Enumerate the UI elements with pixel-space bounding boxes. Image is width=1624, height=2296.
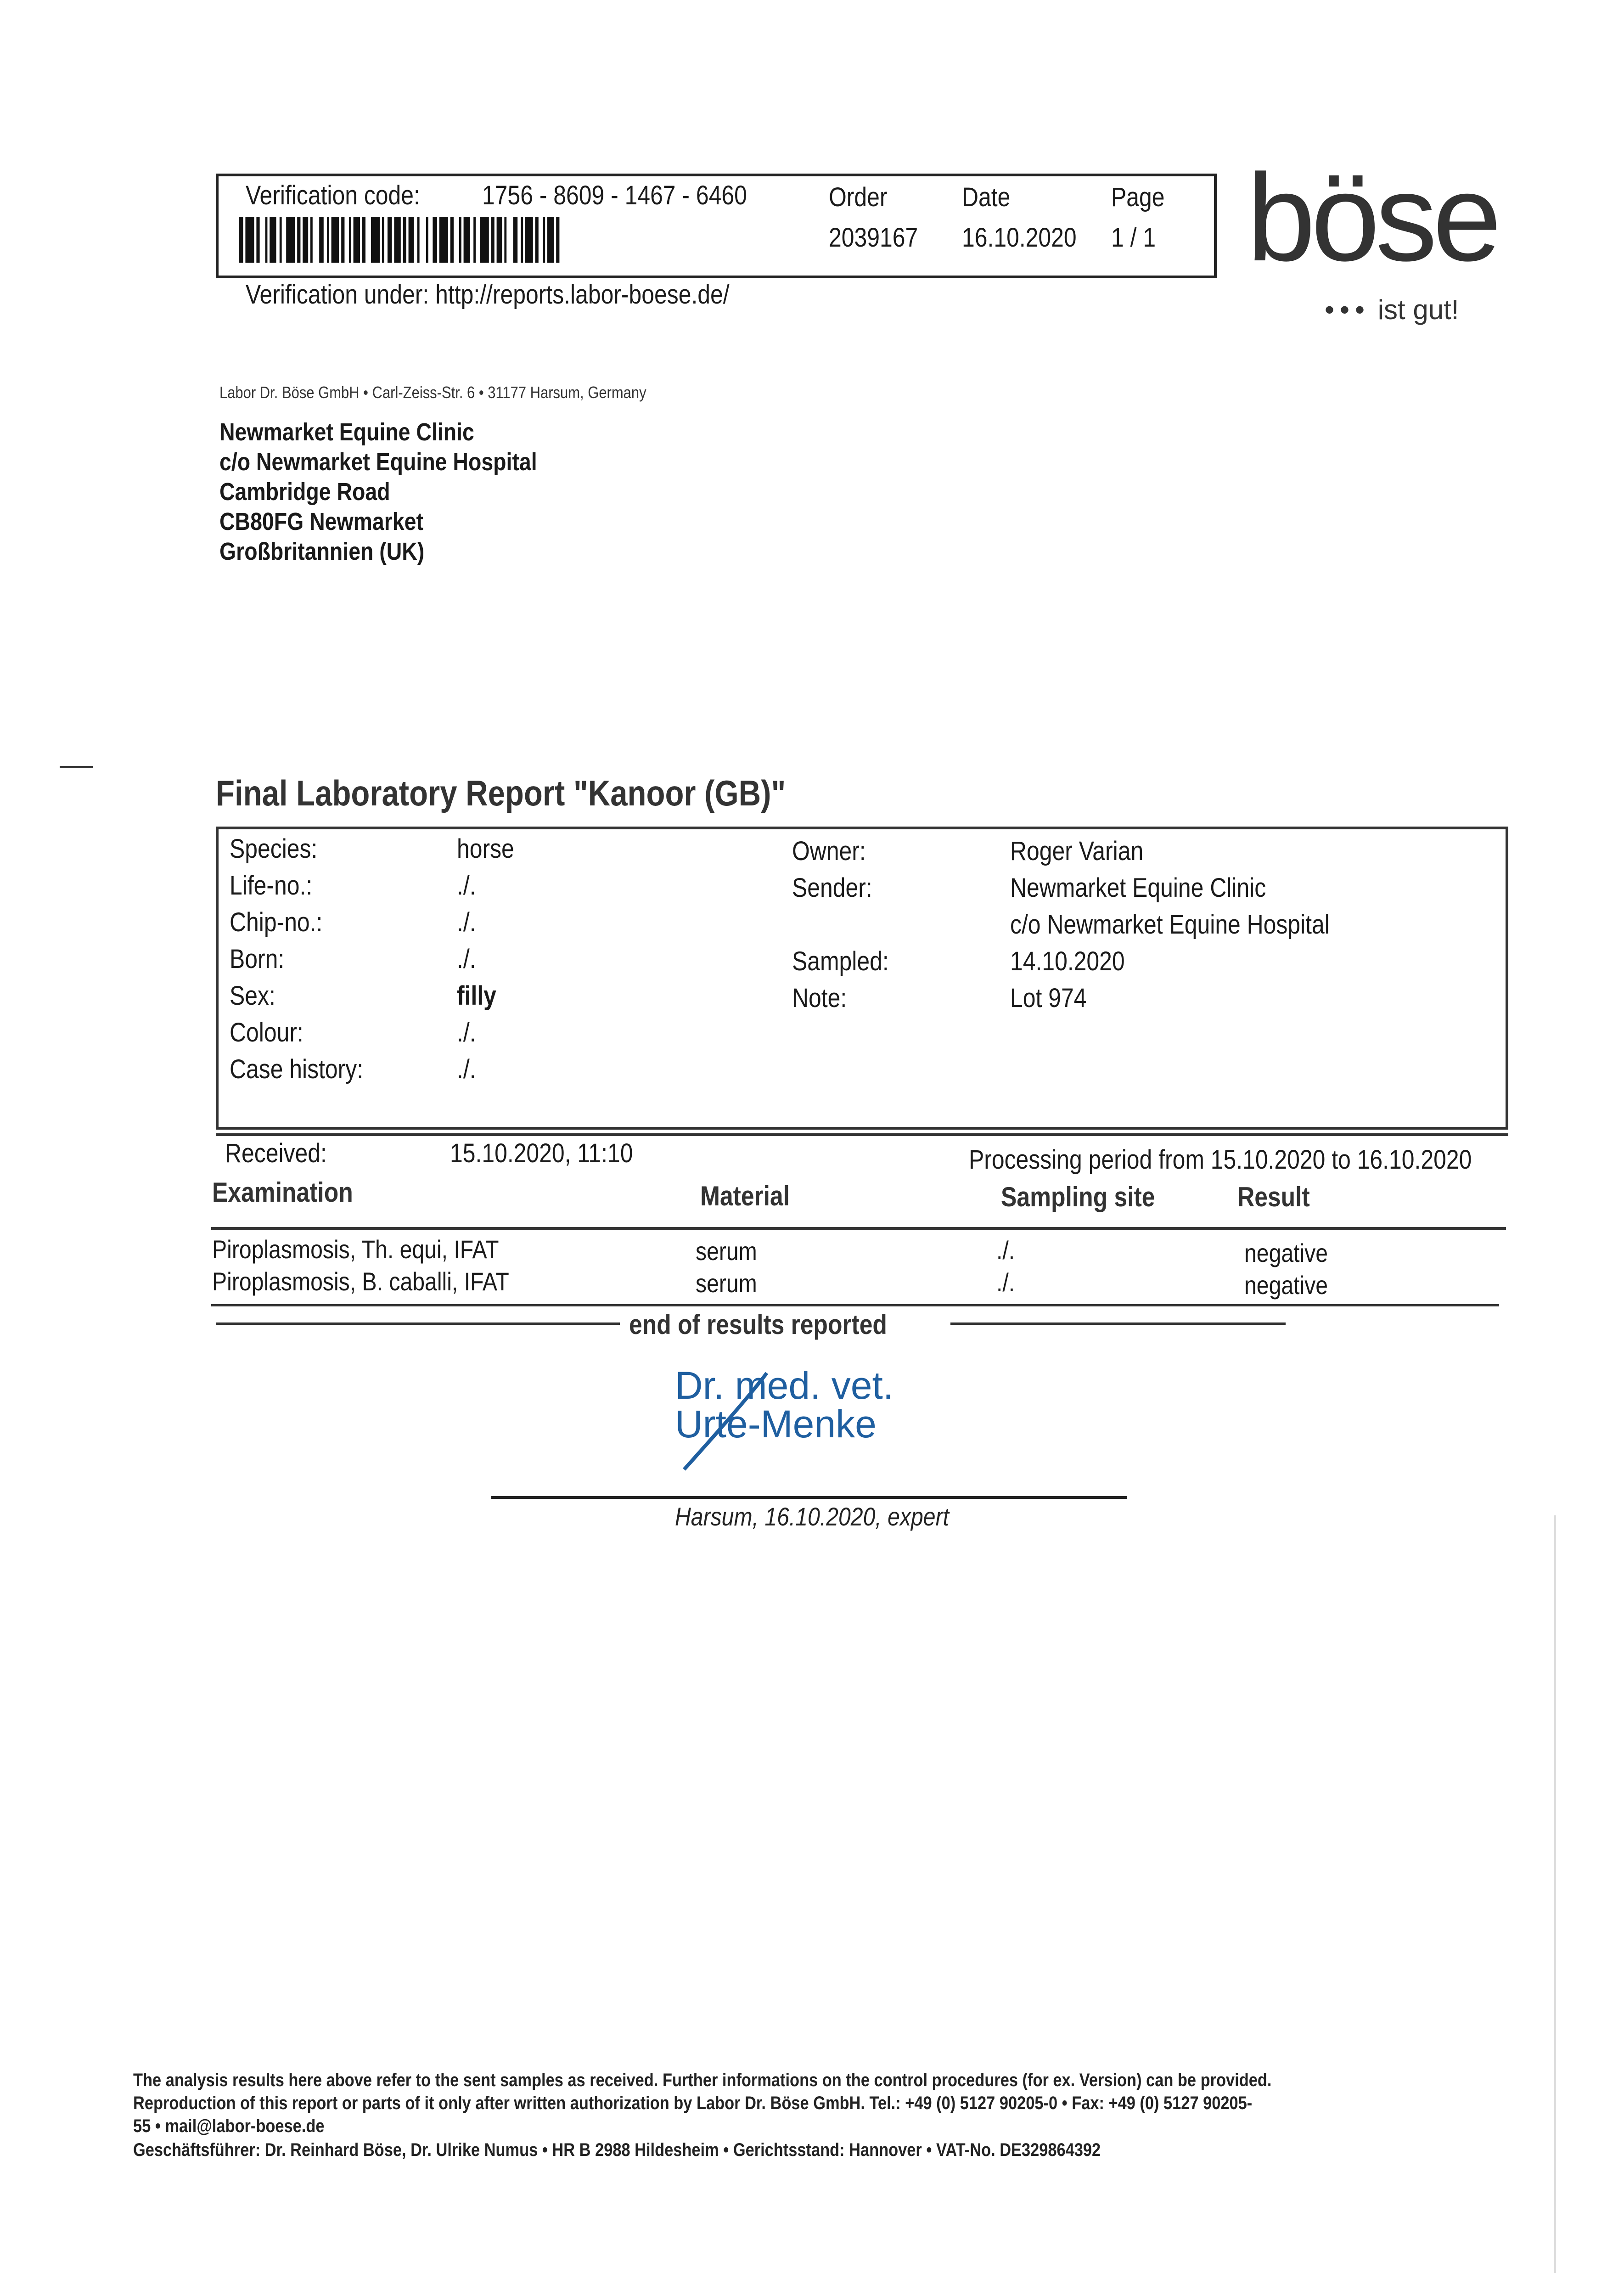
chipno-label: Chip-no.: <box>230 907 323 937</box>
sex-value: filly <box>457 981 496 1011</box>
scan-edge-line <box>1554 1515 1556 2273</box>
processing-period: Processing period from 15.10.2020 to 16.10.2020 <box>969 1145 1472 1175</box>
born-label: Born: <box>230 944 285 974</box>
born-value: ./. <box>457 944 476 974</box>
species-value: horse <box>457 834 514 864</box>
received-value: 15.10.2020, 11:10 <box>450 1138 633 1168</box>
verification-code: 1756 - 8609 - 1467 - 6460 <box>482 180 747 210</box>
order-value: 2039167 <box>829 223 918 253</box>
date-value: 16.10.2020 <box>962 223 1077 253</box>
fold-mark <box>60 766 93 768</box>
verification-label: Verification code: <box>246 180 420 210</box>
signature-caption: Harsum, 16.10.2020, expert <box>675 1502 950 1531</box>
owner-label: Owner: <box>792 836 866 866</box>
recipient-line-2: c/o Newmarket Equine Hospital <box>219 448 537 476</box>
colour-label: Colour: <box>230 1018 303 1047</box>
column-header-material: Material <box>700 1181 790 1211</box>
species-label: Species: <box>230 834 318 864</box>
date-label: Date <box>962 182 1011 212</box>
note-label: Note: <box>792 983 847 1013</box>
logo-tagline: ••• ist gut! <box>1325 294 1459 325</box>
received-label: Received: <box>225 1138 327 1168</box>
page-label: Page <box>1111 182 1165 212</box>
barcode-image <box>239 217 565 263</box>
note-value: Lot 974 <box>1010 983 1087 1013</box>
company-logo: böse <box>1247 149 1497 287</box>
lifeno-value: ./. <box>457 871 476 900</box>
report-title: Final Laboratory Report "Kanoor (GB)" <box>216 773 786 813</box>
table-row-1-site: ./. <box>996 1236 1015 1265</box>
column-header-examination: Examination <box>212 1177 353 1208</box>
end-line-left <box>216 1322 620 1325</box>
sex-label: Sex: <box>230 981 275 1011</box>
end-of-results: end of results reported <box>629 1309 887 1340</box>
page-value: 1 / 1 <box>1111 223 1156 253</box>
table-row-2-material: serum <box>696 1269 757 1298</box>
signature-stroke <box>675 1364 794 1479</box>
chipno-value: ./. <box>457 907 476 937</box>
table-bottom-divider <box>211 1304 1499 1306</box>
recipient-line-1: Newmarket Equine Clinic <box>219 418 474 446</box>
recipient-line-4: CB80FG Newmarket <box>219 508 423 535</box>
case-history-label: Case history: <box>230 1054 364 1084</box>
patient-info-box <box>216 827 1508 1130</box>
table-row-1-examination: Piroplasmosis, Th. equi, IFAT <box>212 1235 499 1264</box>
footer-line-1: The analysis results here above refer to the sent samples as received. Further informations on the control procedures (for ex. Version) can be provided. <box>133 2070 1272 2090</box>
signature-line <box>491 1496 1127 1499</box>
dots-icon: ••• <box>1325 294 1371 325</box>
footer-line-4: Geschäftsführer: Dr. Reinhard Böse, Dr. Ulrike Numus • HR B 2988 Hildesheim • Gerichtsstand: Hannover • VAT-No. DE329864392 <box>133 2140 1101 2160</box>
table-row-1-material: serum <box>696 1237 757 1266</box>
lifeno-label: Life-no.: <box>230 871 313 900</box>
column-header-sampling-site: Sampling site <box>1001 1182 1155 1212</box>
column-header-result: Result <box>1237 1182 1310 1212</box>
recipient-line-3: Cambridge Road <box>219 478 390 506</box>
end-line-right <box>950 1322 1286 1325</box>
divider <box>216 1133 1508 1136</box>
sender-address-line: Labor Dr. Böse GmbH • Carl-Zeiss-Str. 6 • 31177 Harsum, Germany <box>219 383 646 402</box>
footer-line-3: 55 • mail@labor-boese.de <box>133 2116 325 2136</box>
sender-value-1: Newmarket Equine Clinic <box>1010 873 1266 903</box>
recipient-line-5: Großbritannien (UK) <box>219 538 425 565</box>
owner-value: Roger Varian <box>1010 836 1144 866</box>
colour-value: ./. <box>457 1018 476 1047</box>
sender-label: Sender: <box>792 873 872 903</box>
table-row-2-result: negative <box>1244 1271 1328 1300</box>
header-divider <box>211 1227 1506 1230</box>
sampled-label: Sampled: <box>792 946 889 976</box>
verification-url: Verification under: http://reports.labor-boese.de/ <box>246 280 730 310</box>
signature-stamp: Dr. med. vet. Urte-Menke <box>675 1364 894 1446</box>
case-history-value: ./. <box>457 1054 476 1084</box>
sender-value-2: c/o Newmarket Equine Hospital <box>1010 910 1330 940</box>
footer-line-2: Reproduction of this report or parts of it only after written authorization by Labor Dr. Böse GmbH. Tel.: +49 (0) 5127 90205-0 • Fax: +49 (0) 5127 90205- <box>133 2093 1253 2113</box>
sampled-value: 14.10.2020 <box>1010 946 1125 976</box>
table-row-1-result: negative <box>1244 1238 1328 1267</box>
order-label: Order <box>829 182 888 212</box>
table-row-2-examination: Piroplasmosis, B. caballi, IFAT <box>212 1267 509 1296</box>
table-row-2-site: ./. <box>996 1268 1015 1297</box>
